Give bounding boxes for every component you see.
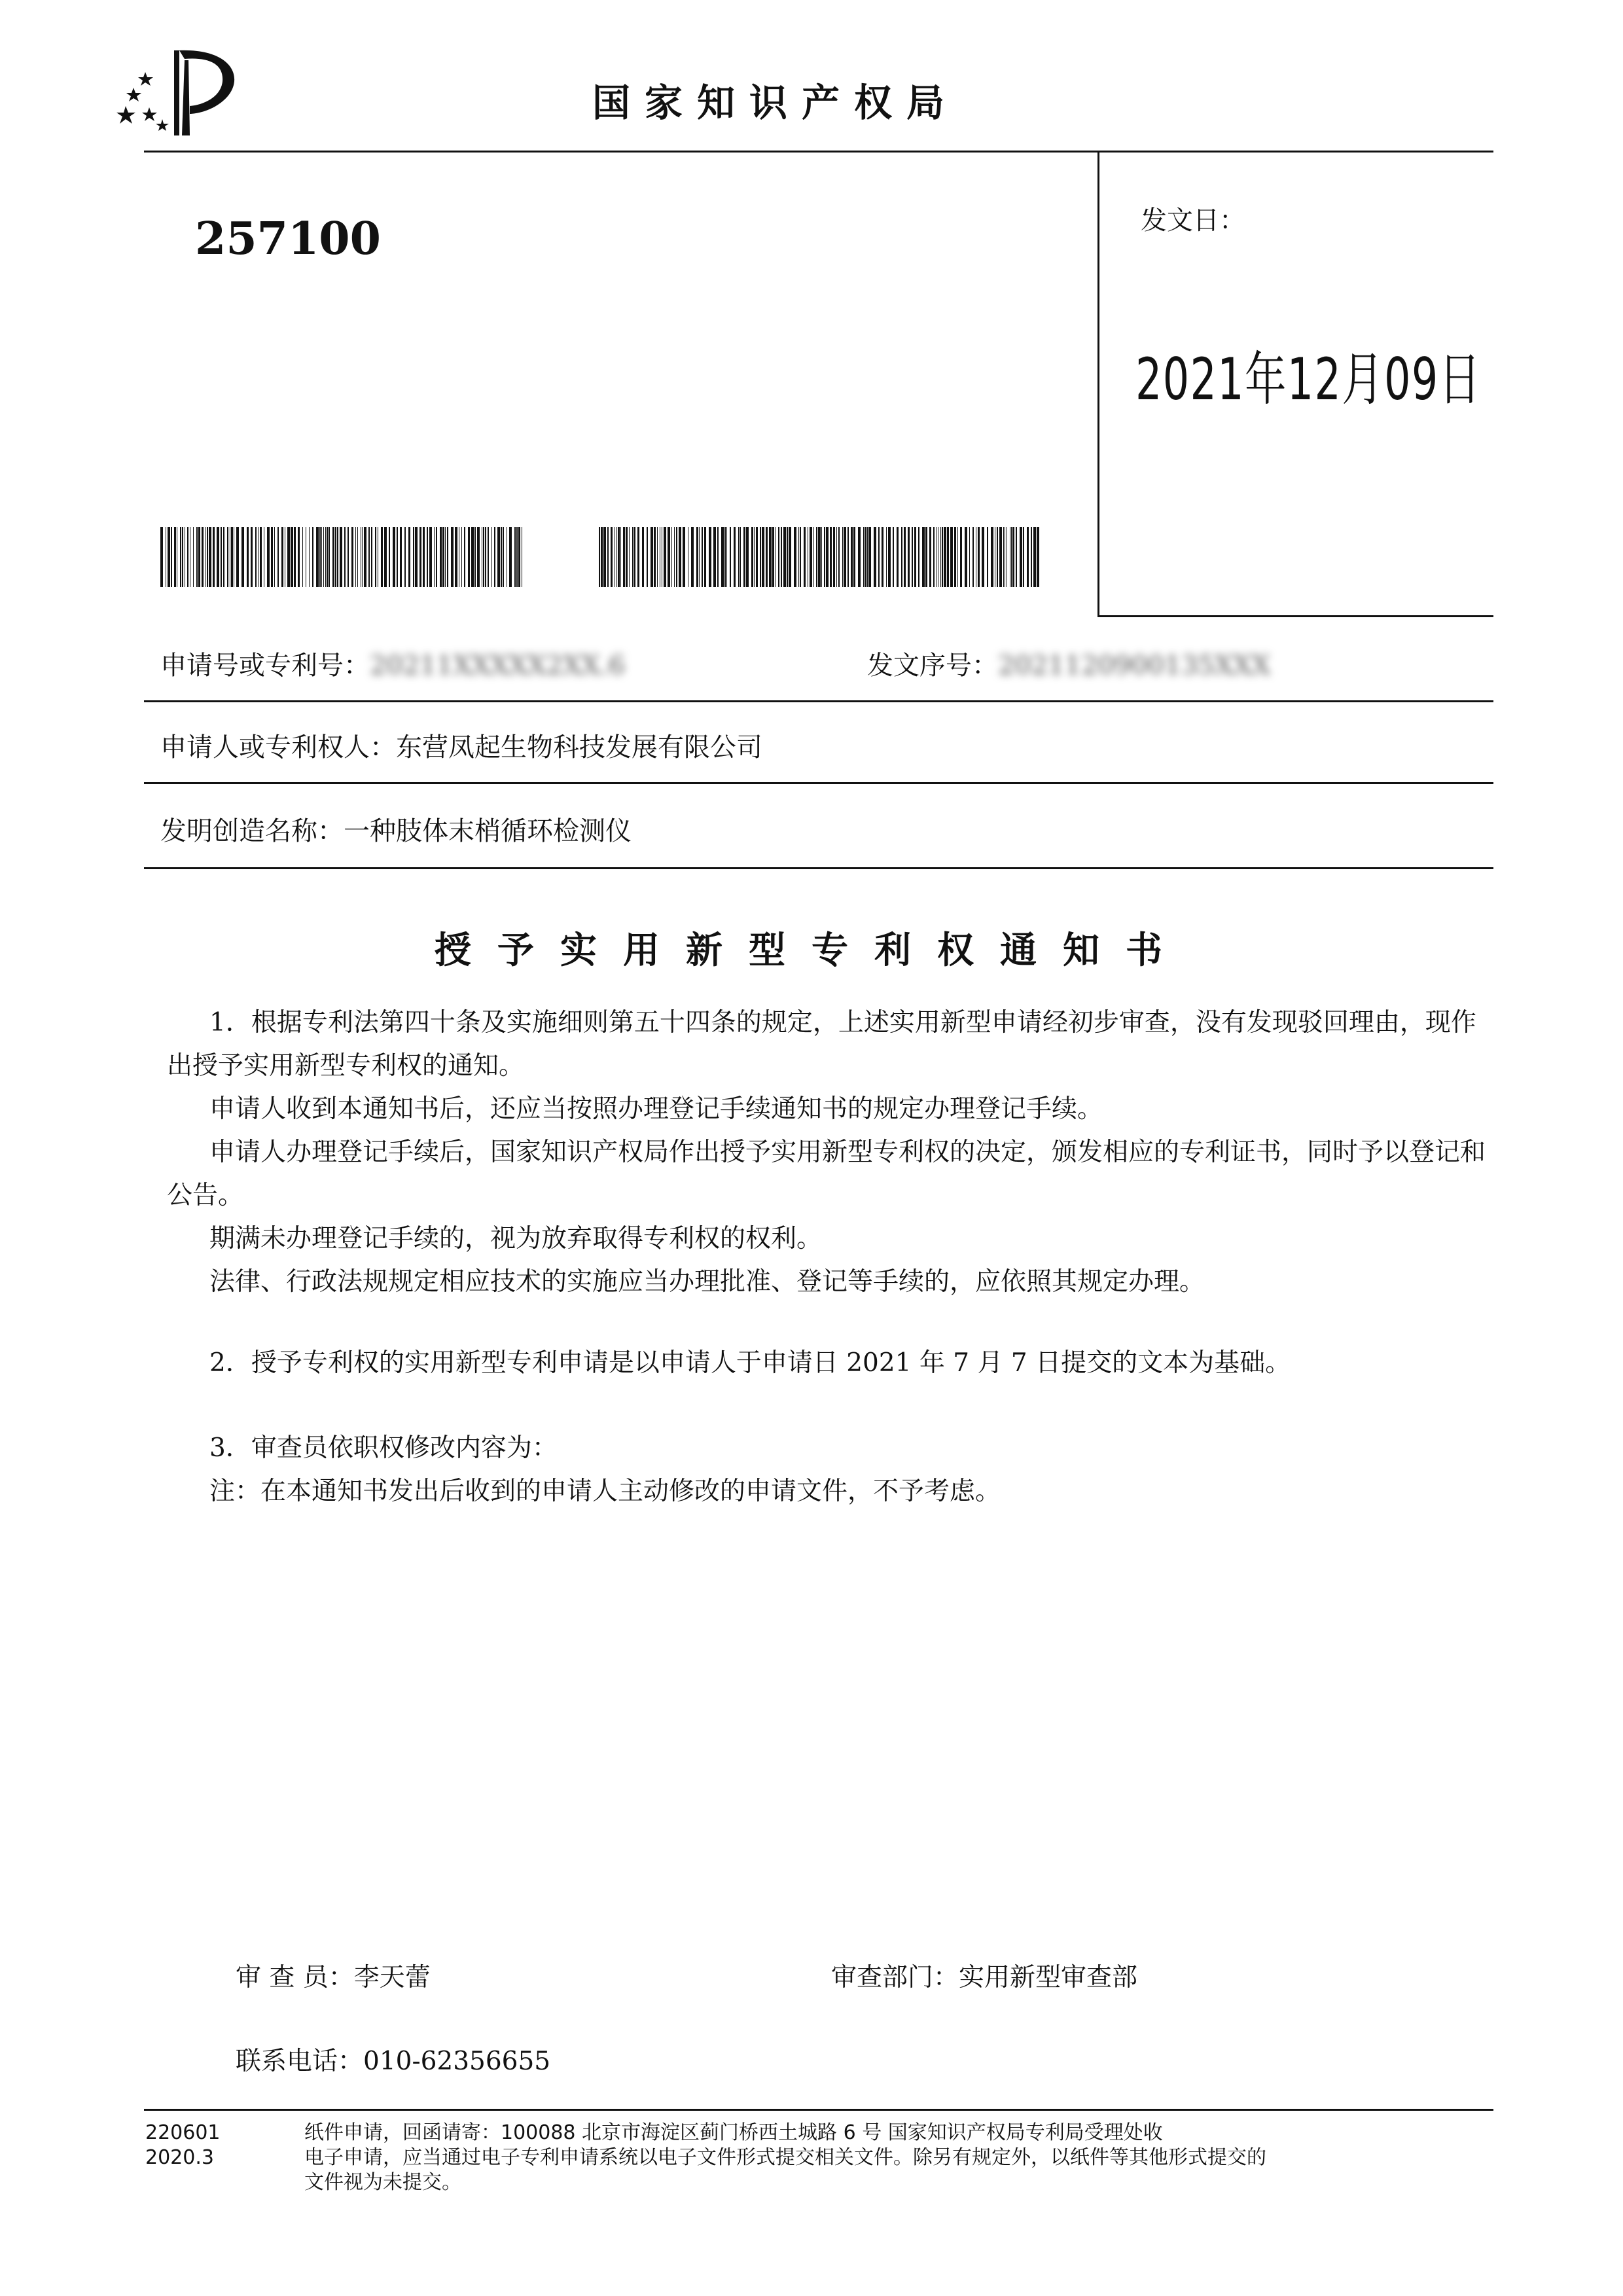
contact-phone: 联系电话：010-62356655 — [236, 2047, 551, 2076]
serial-number-row — [867, 645, 1270, 682]
paragraph-1e: 法律、行政法规规定相应技术的实施应当办理批准、登记等手续的，应依照其规定办理。 — [209, 1267, 1205, 1297]
paragraph-1: 1．根据专利法第四十条及实施细则第五十四条的规定，上述实用新型申请经初步审查，没有发现驳回理由，现作出授予实用新型专利权的通知。 — [167, 1008, 1476, 1081]
paragraph-3: 3．审查员依职权修改内容为： — [209, 1433, 558, 1463]
invention-value: 一种肢体末梢循环检测仪 — [344, 816, 632, 846]
date-box-bottom — [1097, 615, 1493, 617]
agency-name: 国家知识产权局 — [592, 81, 959, 125]
footer-line-2: 电子申请，应当通过电子专利申请系统以电子文件形式提交相关文件。除另有规定外，以纸件等其他形式提交的 — [304, 2146, 1266, 2169]
serial-number-label: 发文序号： — [867, 651, 998, 681]
form-version: 2020.3 — [145, 2146, 214, 2169]
footer-line-3: 文件视为未提交。 — [304, 2171, 461, 2194]
application-number-label: 申请号或专利号： — [160, 651, 370, 681]
note: 注：在本通知书发出后收到的申请人主动修改的申请文件，不予考虑。 — [209, 1477, 1001, 1506]
invention-label: 发明创造名称： — [160, 816, 344, 846]
paragraph-1d: 期满未办理登记手续的，视为放弃取得专利权的权利。 — [209, 1224, 823, 1253]
department: 审查部门：实用新型审查部 — [831, 1963, 1138, 1992]
paragraph-1c: 申请人办理登记手续后，国家知识产权局作出授予实用新型专利权的决定，颁发相应的专利证书，同时予以登记和公告。 — [167, 1138, 1486, 1210]
applicant-label: 申请人或专利权人： — [160, 732, 396, 762]
footer-rule — [144, 2109, 1493, 2111]
header-divider — [1097, 151, 1099, 617]
applicant-value: 东营凤起生物科技发展有限公司 — [396, 732, 762, 762]
notice-title: 授予实用新型专利权通知书 — [435, 929, 1188, 972]
barcode-icon — [599, 527, 1041, 587]
cnipa-logo-icon — [116, 41, 247, 139]
barcode-icon — [160, 527, 524, 587]
top-rule — [144, 151, 1493, 152]
issue-date: 2021年12月09日 — [1135, 346, 1482, 413]
serial-number-value: 2021120900135XXX — [998, 651, 1271, 681]
paragraph-1b: 申请人收到本通知书后，还应当按照办理登记手续通知书的规定办理登记手续。 — [209, 1094, 1103, 1124]
applicant-row — [160, 726, 762, 764]
application-number-value: 20211XXXXX2XX.6 — [370, 651, 626, 681]
invention-row — [160, 810, 632, 848]
examiner: 审 查 员：李天蕾 — [236, 1963, 431, 1992]
date-label: 发文日： — [1141, 206, 1245, 236]
footer-line-1: 纸件申请，回函请寄：100088 北京市海淀区蓟门桥西土城路 6 号 国家知识产权局专利局受理处收 — [304, 2121, 1163, 2144]
row-divider — [144, 867, 1493, 869]
postcode: 257100 — [195, 213, 381, 265]
form-code: 220601 — [145, 2121, 221, 2144]
application-number-row — [160, 645, 625, 682]
paragraph-2: 2．授予专利权的实用新型专利申请是以申请人于申请日 2021 年 7 月 7 日提交的文本为基础。 — [209, 1348, 1291, 1378]
row-divider — [144, 782, 1493, 784]
row-divider — [144, 700, 1493, 702]
